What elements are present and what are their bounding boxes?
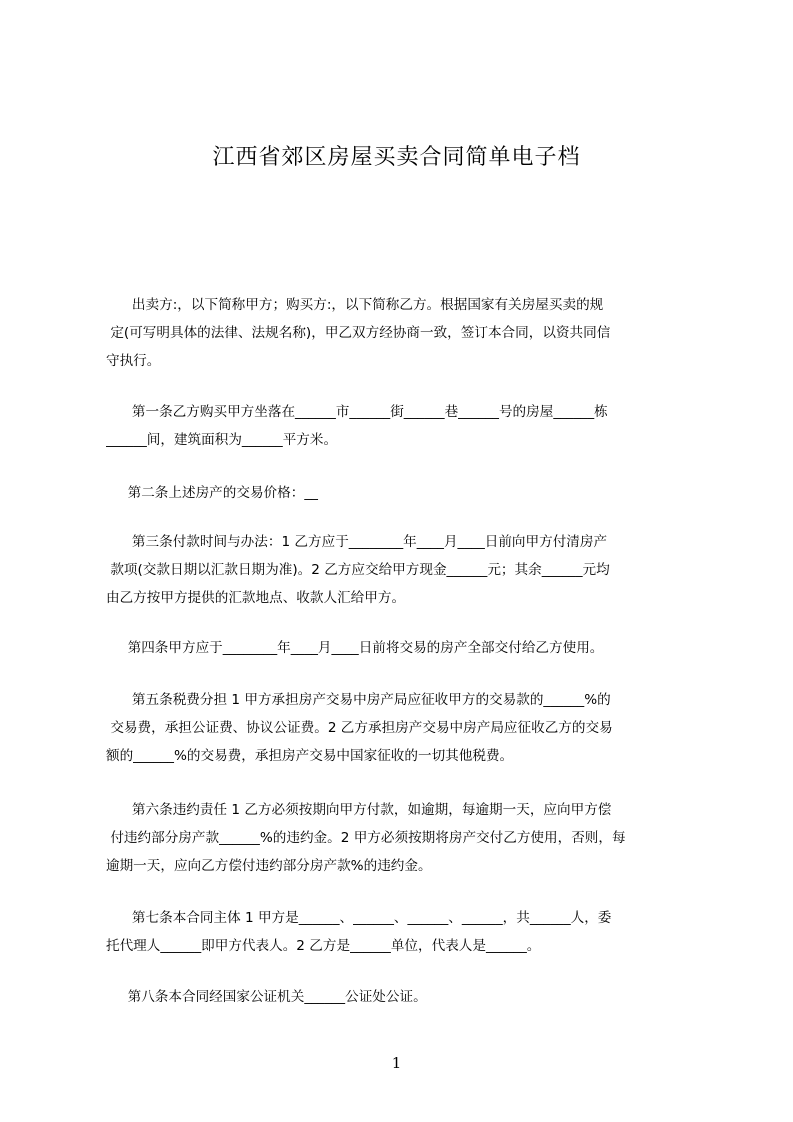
paragraph-line: 第五条税费分担 1 甲方承担房产交易中房产局应征收甲方的交易款的______%的 xyxy=(106,692,611,708)
paragraph-line: 第四条甲方应于________年____月____日前将交易的房产全部交付给乙方使用。 xyxy=(106,640,604,656)
paragraph-line: 第一条乙方购买甲方坐落在______市______街______巷______号的房屋______栋 xyxy=(106,404,608,420)
clause-paragraph xyxy=(106,479,700,507)
paragraph-line: 第八条本合同经国家公证机关______公证处公证。 xyxy=(106,989,427,1005)
clause-paragraph xyxy=(106,983,700,1011)
clause-paragraph xyxy=(106,634,700,662)
paragraph-line: 第三条付款时间与办法：1 乙方应于________年____月____日前向甲方付清房产 xyxy=(106,534,608,550)
paragraph-line: 第七条本合同主体 1 甲方是______、______、______、______，共______人，委 xyxy=(106,910,612,926)
paragraph-line: 交易费，承担公证费、协议公证费。2 乙方承担房产交易中房产局应征收乙方的交易 xyxy=(106,720,613,736)
paragraph-line: 出卖方:，以下简称甲方；购买方:，以下简称乙方。根据国家有关房屋买卖的规 xyxy=(106,297,604,313)
paragraph-line: 定(可写明具体的法律、法规名称)，甲乙双方经协商一致，签订本合同，以资共同信 xyxy=(106,325,611,341)
paragraph-line: ______间，建筑面积为______平方米。 xyxy=(106,432,338,448)
paragraph-line: 逾期一天，应向乙方偿付违约部分房产款%的违约金。 xyxy=(106,858,432,874)
paragraph-line: 款项(交款日期以汇款日期为准)。2 乙方应交给甲方现金______元；其余______元均 xyxy=(106,562,610,578)
paragraph-line: 付违约部分房产款______%的违约金。2 甲方必须按期将房产交付乙方使用，否则，每 xyxy=(106,830,626,846)
paragraph-line: 第六条违约责任 1 乙方必须按期向甲方付款，如逾期，每逾期一天，应向甲方偿 xyxy=(106,802,612,818)
page-number: 1 xyxy=(391,1054,402,1072)
clause-paragraph xyxy=(106,904,700,960)
document-title: 江西省郊区房屋买卖合同简单电子档 xyxy=(212,145,581,170)
clause-paragraph xyxy=(106,291,700,375)
paragraph-line: 守执行。 xyxy=(106,353,161,369)
paragraph-line: 由乙方按甲方提供的汇款地点、收款人汇给甲方。 xyxy=(106,590,406,606)
paragraph-line: 托代理人______即甲方代表人。2 乙方是______单位，代表人是______。 xyxy=(106,938,541,954)
clause-paragraph xyxy=(106,796,700,880)
clause-paragraph xyxy=(106,686,700,770)
paragraph-line: 额的______%的交易费，承担房产交易中国家征收的一切其他税费。 xyxy=(106,748,514,764)
clause-paragraph xyxy=(106,528,700,612)
paragraph-line: 第二条上述房产的交易价格：__ xyxy=(106,485,318,501)
clause-paragraph xyxy=(106,398,700,454)
